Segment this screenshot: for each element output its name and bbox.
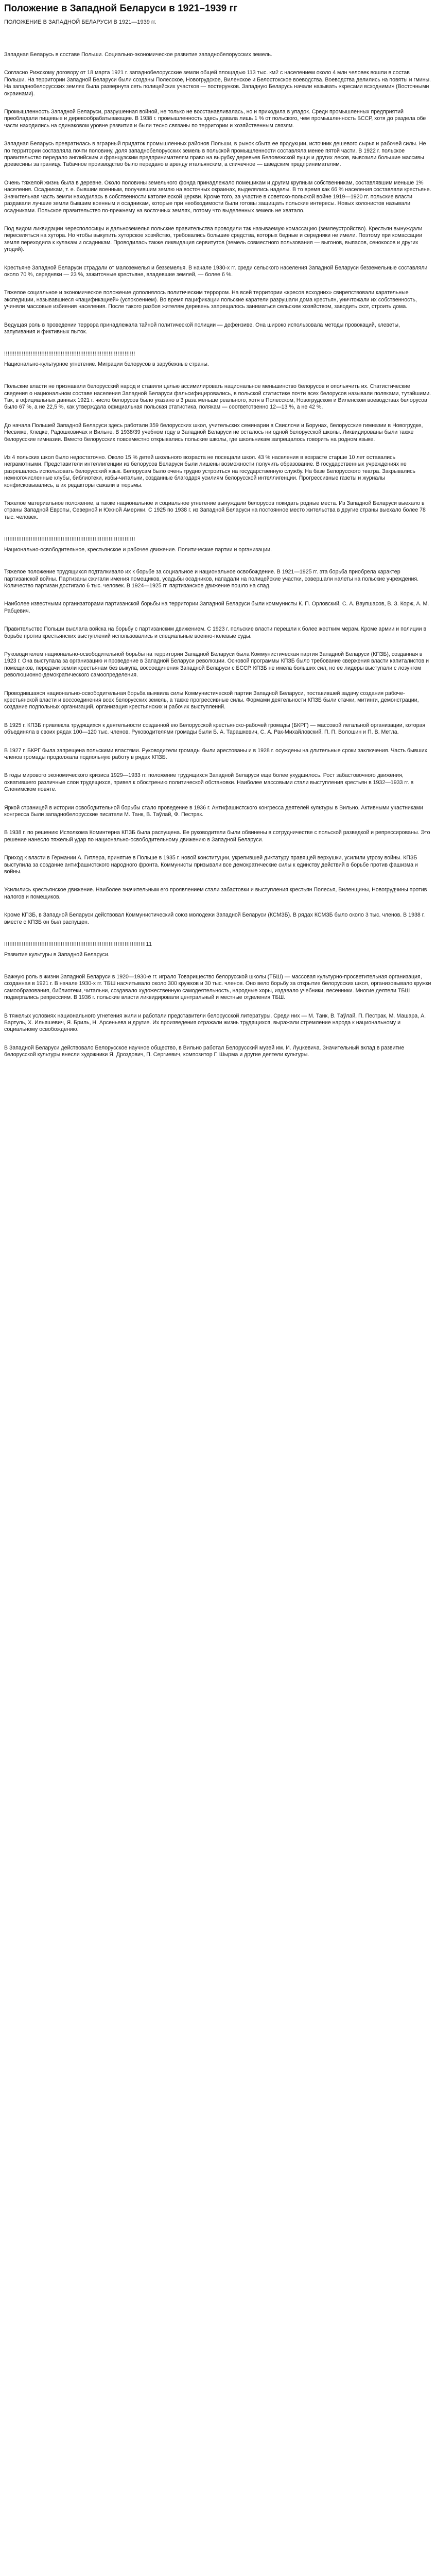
paragraph: В 1927 г. БКРГ была запрещена польскими властями. Руководители громады были арестованы и в 1928 г. осуждены на длительные сроки заключения. Часть бывших членов громады продолжала подпольную работу в рядах КПЗБ. — [4, 747, 427, 760]
document-page — [0, 0, 436, 1080]
paragraph: Очень тяжелой жизнь была в деревне. Около половины земельного фонда принадлежало помещикам и другим крупным собственникам, составлявшим меньше 1% населения. Осадникам, т. е. бывшим военным, получившим землю на восточных окраинах, выделялись наделы. В то время как 66 % населения составляли крестьяне. Значительная часть земли находилась в собственности католической церкви. Кроме того, за участие в советско-польской войне 1919—1920 гг. польские власти раздавали лучшие земли бывшим военным и осадникам, которые при необходимости были готовы защищать польские интересы. Новых колонистов называли осадниками. Польское правительство по-прежнему на восточных землях, потому что выделенных земель не хватало. — [4, 179, 431, 214]
paragraph: Руководителем национально-освободительной борьбы на территории Западной Беларуси была Коммунистическая партия Западной Беларуси (КПЗБ), созданная в 1923 г. Она выступала за организацию и проведение в Западной Беларуси революции. Основой программы КПЗБ было требование свержения власти капиталистов и помещиков, передачи земли крестьянам без выкупа, воссоединения Западной Беларуси с БССР. КПЗБ не имела больших сил, но ее лидеры выступали с лозунгом революционно-демократического самоопределения. — [4, 651, 429, 679]
paragraph: До начала Польшей Западной Беларуси здесь работали 359 белорусских школ, учительских семинарии в Свислочи и Борунах, белорусские гимназии в Новогрудке, Несвиже, Клецке, Радошковичах и Вильне. В 1938/39 учебном году в Западной Беларуси не осталось ни одной белорусской школы. Ликвидированы были также белорусские гимназии. Вместо белорусских повсеместно открывались польские школы, где школьникам запрещалось говорить на родном языке. — [4, 422, 423, 443]
page-subtitle: ПОЛОЖЕНИЕ В ЗАПАДНОЙ БЕЛАРУСИ В 1921—1939 гг. — [4, 19, 156, 25]
paragraph: Тяжелое материальное положение, а также национальное и социальное угнетение вынуждали белорусов покидать родные места. Из Западной Беларуси выехало в страны Западной Европы, Северной и Южной Америки. С 1925 по 1938 г. из Западной Беларуси на постоянное место жительства в другие страны выехало более 78 тыс. человек. — [4, 500, 426, 520]
section-1 — [4, 52, 432, 335]
paragraph: Кроме КПЗБ, в Западной Беларуси действовал Коммунистический союз молодежи Западной Беларуси (КСМЗБ). В рядах КСМЗБ было около 3 тыс. членов. В 1938 г. вместе с КПЗБ он был распущен. — [4, 912, 425, 925]
paragraph: Правительство Польши выслала войска на борьбу с партизанским движением. С 1923 г. польские власти перешли к более жестким мерам. Кроме армии и полиции в борьбе против крестьянских выступлений использовались и специальные военно-полевые суды. — [4, 626, 427, 639]
paragraph: В 1925 г. КПЗБ привлекла трудящихся к деятельности созданной ею Белорусской крестьянско-рабочей громады (БКРГ) — массовой легальной организации, которая объединяла в своих рядах 100—120 тыс. членов. Руководителями громады были Б. А. Тарашкевич, С. А. Рак-Михайловский, П. П. Волошин и П. В. Метла. — [4, 722, 426, 736]
paragraph: Тяжелое положение трудящихся подталкивало их к борьбе за социальное и национальное освобождение. В 1921—1925 гг. эта борьба приобрела характер партизанской войны. Партизаны сжигали имения помещиков, усадьбы осадников, нападали на полицейские участки, совершали налеты на польские учреждения. Количество партизан достигало 6 тыс. человек. В 1924—1925 гг. партизанское движение пошло на спад. — [4, 569, 419, 589]
paragraph: Наиболее известными организаторами партизанской борьбы на территории Западной Беларуси были коммунисты К. П. Орловский, С. А. Ваупшасов, В. З. Корж, А. М. Рабцевич. — [4, 601, 429, 614]
section-separator: !!!!!!!!!!!!!!!!!!!!!!!!!!!!!!!!!!!!!!!!!!!!!!!!!!!!!!!!!!!!!!!!!!!!!!!!!!!!!!!!11 — [4, 941, 152, 948]
paragraph: Ведущая роль в проведении террора принадлежала тайной политической полиции — дефензиве. Она широко использовала методы провокаций, клеветы, запугивания и фиктивных пыток. — [4, 321, 400, 335]
section-separator: !!!!!!!!!!!!!!!!!!!!!!!!!!!!!!!!!!!!!!!!!!!!!!!!!!!!!!!!!!!!!!!!!!!!!!!!!! — [4, 351, 135, 358]
paragraph: Приход к власти в Германии А. Гитлера, принятие в Польше в 1935 г. новой конституции, укрепившей диктатуру правящей верхушки, усилили угрозу войны. КПЗБ выступила за создание антифашистского народного фронта. Коммунисты призывали все демократические силы к единству действий в борьбе против фашизма и войны. — [4, 855, 418, 875]
page-title: Положение в Западной Беларуси в 1921–1939 гг — [4, 3, 238, 14]
paragraph: В тяжелых условиях национального угнетения жили и работали представители белорусской литературы. Среди них — М. Танк, В. Таўлай, П. Пестрак, М. Машара, А. Бартуль, Х. Ильяшевич, Я. Бриль, Н. Арсеньева и другие. Их произведения отражали жизнь трудящихся, выражали стремление народа к национальному и социальному освобождению. — [4, 1012, 426, 1033]
paragraph: Крестьяне Западной Беларуси страдали от малоземелья и безземелья. В начале 1930-х гг. среди сельского населения Западной Беларуси безземельные составляли около 70 %, середняки — 23 %, зажиточные крестьяне, владевшие землей, — более 6 %. — [4, 264, 428, 278]
paragraph: Из 4 польских школ было недостаточно. Около 15 % детей школьного возраста не посещали школ. 43 % населения в возрасте старше 10 лет оставались неграмотными. Представители интеллигенции из белорусов Беларуси были лишены возможности получить образование. В государственных учреждениях не разрешалось использовать белорусский язык. Белорусам было очень трудно устроиться на государственную службу. На базе Белорусского театра. Закрывались немногочисленные клубы, библиотеки, избы-читальни, созданные благодаря усилиям белорусской интеллигенции. Прогрессивные газеты и журналы конфисковывались, а их редакторы сажали в тюрьмы. — [4, 454, 415, 488]
paragraph: Проводившаяся национально-освободительная борьба выявила силы Коммунистической партии Западной Беларуси, поставившей задачу создания рабоче-крестьянской власти и воссоединения всех белорусских земель, а также прогрессивные силы. Формами деятельности КПЗБ были стачки, митинги, демонстрации, создание подпольных организаций, организация крестьянских и рабочих выступлений. — [4, 690, 419, 710]
paragraph: Промышленность Западной Беларуси, разрушенная войной, не только не восстанавливалась, но и приходила в упадок. Среди промышленных предприятий преобладали пищевые и деревообрабатывающие. В 1938 г. промышленность здесь давала лишь 1 % от польского, чем промышленность БССР, хотя до раздела обе части находились на одинаковом уровне развития и были тесно связаны по территории и хозяйственным связям. — [4, 109, 426, 129]
paragraph: Под видом ликвидации чересполосицы и дальноземелья польские правительства проводили так называемую комассацию (землеустройство). Крестьян вынуждали переселяться на хутора. Но чтобы выкупить хуторское хозяйство, требовались большие средства, которых бедные и середняки не имели. Поэтому при комассации земля переходила к кулакам и осадникам. Проводилась также ликвидация сервитутов (земель совместного пользования — выгонов, выпасов, сенокосов и других угодий). — [4, 225, 423, 253]
paragraph: Усилились крестьянское движение. Наиболее значительным его проявлением стали забастовки и выступления крестьян Полесья, Виленщины, Новогрудчины против налогов и помещиков. — [4, 887, 427, 900]
section-heading: Развитие культуры в Западной Беларуси. — [4, 951, 110, 958]
paragraph: Тяжелое социальное и экономическое положение дополнялось политическим террором. На всей территории «кресов всходних» свирепствовали карательные экспедиции, называвшиеся «пацификацией» (успокоением). Во время пацификации польские каратели разрушали дома крестьян, уничтожали их собственность, учиняли массовые избиения населения. После такого разбоя жителям деревень запрещалось заниматься сельским хозяйством, заводить скот, строить дома. — [4, 290, 417, 310]
section-3 — [4, 536, 432, 926]
paragraph: В 1938 г. по решению Исполкома Коминтерна КПЗБ была распущена. Ее руководители были обвинены в сотрудничестве с польской разведкой и репрессированы. Это решение нанесло тяжелый удар по национально-освободительному движению в Западной Беларуси. — [4, 829, 430, 843]
section-separator: !!!!!!!!!!!!!!!!!!!!!!!!!!!!!!!!!!!!!!!!!!!!!!!!!!!!!!!!!!!!!!!!!!!!!!!!!! — [4, 536, 135, 543]
paragraph: В Западной Беларуси действовало Белорусское научное общество, в Вильно работал Белорусский музей им. И. Луцкевича. Значительный вклад в развитие белорусской культуры внесли художники Я. Дроздович, П. Сергиевич, композитор Г. Шырма и другие деятели культуры. — [4, 1044, 405, 1058]
paragraph: Польские власти не признавали белорусский народ и ставили целью ассимилировать национальное меньшинство белорусов и опольячить их. Статистические сведения о национальном составе населения Западной Беларуси фальсифицировались, в польской статистике почти всех белорусов называли поляками, тутэйшими. Так, в официальных данных 1921 г. число белорусов было указано в 3 раза меньше реального, хотя в Полесском, Новогрудском и Виленском воеводствах белорусов было 67 %, а не 22,5 %, как утверждала официальная польская статистика, полякам — соответственно 12—13 %, а не 42 %. — [4, 383, 431, 411]
section-heading: Национально-освободительное, крестьянское и рабочее движение. Политические партии и организации. — [4, 546, 272, 553]
document-body — [4, 52, 432, 1059]
paragraph: Яркой страницей в истории освободительной борьбы стало проведение в 1936 г. Антифашистского конгресса деятелей культуры в Вильно. Активными участниками конгресса были западнобелорусские писатели М. Танк, В. Таўлай, Ф. Пестрак. — [4, 804, 423, 818]
paragraph: Западная Беларусь в составе Польши. Социально-экономическое развитие западнобелорусских земель. — [4, 52, 272, 58]
section-4 — [4, 941, 432, 1058]
paragraph: В годы мирового экономического кризиса 1929—1933 гг. положение трудящихся Западной Беларуси еще более ухудшилось. Рост забастовочного движения, охватившего различные слои трудящихся, привел к обострению политической обстановки. Наиболее массовыми стали выступления крестьян в 1932—1933 гг. в Слонимском повяте. — [4, 772, 414, 793]
section-2 — [4, 351, 432, 521]
section-heading: Национально-культурное угнетение. Миграции белорусов в зарубежные страны. — [4, 361, 209, 367]
paragraph: Западная Беларусь превратилась в аграрный придаток промышленных районов Польши, в рынок сбыта ее продукции, источник дешевого сырья и рабочей силы. Не по территории составляла почти половину, доля западнобелорусских земель в польской промышленности составляла менее пятой части. В 1922 г. польское правительство передало английским и французским предпринимателям право на вырубку деревьев Беловежской пущи и других лесов, вывозили большие массивы древесины за границу. Табачное производство было передано в аренду итальянским, а спичечное — шведским предпринимателям. — [4, 141, 426, 168]
paragraph: Согласно Рижскому договору от 18 марта 1921 г. западнобелорусские земли общей площадью 113 тыс. км2 с населением около 4 млн человек вошли в состав Польши. На территории Западной Беларуси были созданы Полесское, Новогрудское, Виленское и Белостокское воеводства. Воеводства делились на повяты и гмины. На западнобелорусских землях была развернута сеть полицейских участков — постерунков. Западную Беларусь начали называть «кресами всходними» (Восточными окраинами). — [4, 70, 431, 97]
paragraph: Важную роль в жизни Западной Беларуси в 1920—1930-е гг. играло Товарищество белорусской школы (ТБШ) — массовая культурно-просветительная организация, созданная в 1921 г. В начале 1930-х гг. ТБШ насчитывало около 300 кружков и 30 тыс. членов. Оно вело борьбу за открытие белорусских школ, организовывало кружки самообразования, библиотеки, читальни, создавало художественную самодеятельность, народные хоры, издавало учебники, песенники. Многие деятели ТБШ подвергались репрессиям. В 1936 г. польские власти ликвидировали центральный и местные отделения ТБШ. — [4, 973, 431, 1001]
